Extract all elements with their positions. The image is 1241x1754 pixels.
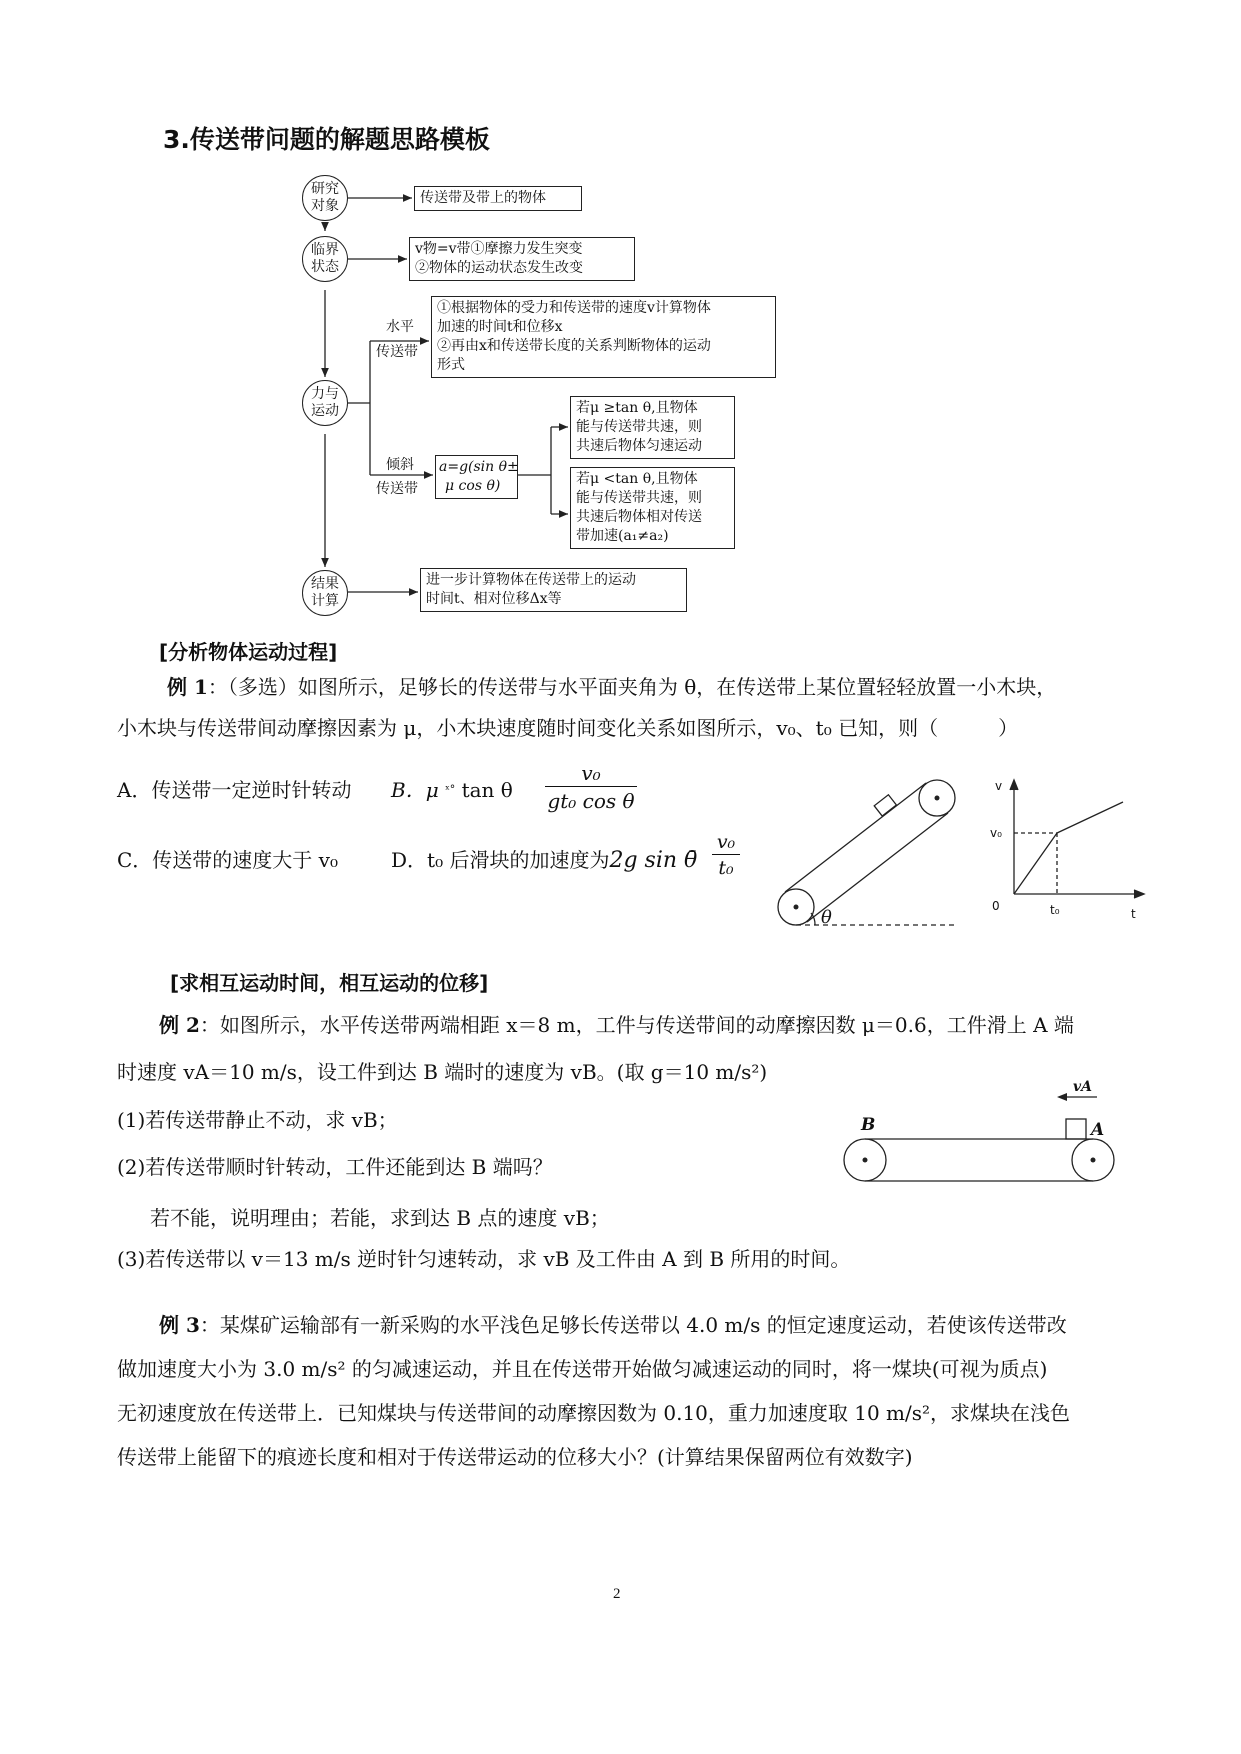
- node-research-object: 研究 对象: [302, 175, 348, 221]
- example2-q2b: 若不能，说明理由；若能，求到达 B 点的速度 vB；: [150, 1206, 610, 1230]
- heading-relative: [求相互运动时间，相互运动的位移]: [170, 971, 489, 995]
- box-result: 进一步计算物体在传送带上的运动 时间t、相对位移Δx等: [420, 568, 687, 612]
- theta-label: θ: [821, 907, 832, 928]
- example2-q1: (1)若传送带静止不动，求 vB；: [117, 1108, 398, 1132]
- option-b-fraction: v₀ gt₀ cos θ: [545, 760, 637, 815]
- end-a-label: A: [1091, 1120, 1105, 1140]
- node-result-calc: 结果 计算: [302, 570, 348, 616]
- label-horizontal-belt: 传送带: [376, 344, 418, 360]
- graph-line-phase2: [1057, 802, 1123, 833]
- end-b-label: B: [861, 1115, 876, 1135]
- label-incline: 倾斜: [386, 457, 414, 473]
- graph-t-label: t: [1131, 907, 1136, 921]
- flowchart: [0, 0, 1241, 620]
- box-case-less: 若μ <tan θ,且物体 能与传送带共速，则 共速后物体相对传送 带加速(a₁≠a₂): [570, 467, 735, 549]
- example1-line1: 例 1：（多选）如图所示，足够长的传送带与水平面夹角为 θ，在传送带上某位置轻轻放置一小木块，: [167, 675, 1057, 699]
- section-title: 3.传送带问题的解题思路模板: [163, 125, 490, 154]
- heading-analysis: [分析物体运动过程]: [159, 640, 338, 664]
- graph-line-phase1: [1014, 833, 1057, 894]
- graph-v0-label: v₀: [990, 826, 1002, 840]
- node-critical-state: 临界 状态: [302, 236, 348, 282]
- example3-line4: 传送带上能留下的痕迹长度和相对于传送带运动的位移大小？(计算结果保留两位有效数字): [117, 1445, 913, 1469]
- option-b: B．μ $^{ˣ^\circ}$ tan θ: [391, 778, 513, 802]
- option-a: A．传送带一定逆时针转动: [117, 778, 352, 802]
- horizontal-belt-figure: [835, 1075, 1125, 1185]
- option-c: C．传送带的速度大于 v₀: [117, 848, 338, 872]
- velocity-a-label: vA: [1073, 1079, 1092, 1095]
- example2-q3: (3)若传送带以 v＝13 m/s 逆时针匀速转动，求 vB 及工件由 A 到 B 所用的时间。: [117, 1247, 851, 1271]
- workpiece: [1066, 1119, 1086, 1139]
- page-number: 2: [613, 1586, 621, 1602]
- example2-q2: (2)若传送带顺时针转动，工件还能到达 B 端吗？: [117, 1155, 553, 1179]
- box-horizontal: ①根据物体的受力和传送带的速度v计算物体 加速的时间t和位移x ②再由x和传送带长度的关系判断物体的运动 形式: [431, 296, 776, 378]
- graph-v-label: v: [995, 779, 1003, 793]
- example3-line1: 例 3：某煤矿运输部有一新采购的水平浅色足够长传送带以 4.0 m/s 的恒定速度运动，若使该传送带改: [159, 1313, 1067, 1337]
- option-d-fraction: v₀ t₀: [712, 830, 740, 881]
- label-horizontal: 水平: [386, 319, 414, 335]
- node-force-motion: 力与 运动: [302, 380, 348, 426]
- box-critical: v物=v带①摩擦力发生突变 ②物体的运动状态发生改变: [409, 237, 635, 281]
- velocity-time-graph: [980, 770, 1150, 930]
- wood-block: [874, 795, 896, 816]
- example2-line2: 时速度 vA＝10 m/s，设工件到达 B 端时的速度为 vB。(取 g＝10 m/s²): [117, 1060, 768, 1084]
- box-case-equal: 若μ ≥tan θ,且物体 能与传送带共速，则 共速后物体匀速运动: [570, 396, 735, 459]
- box-object: 传送带及带上的物体: [414, 186, 582, 211]
- example1-line2: 小木块与传送带间动摩擦因素为 μ，小木块速度随时间变化关系如图所示，v₀、t₀ 已知，则（ ）: [117, 716, 1019, 740]
- graph-t0-label: t₀: [1050, 903, 1060, 917]
- example3-line2: 做加速度大小为 3.0 m/s² 的匀减速运动，并且在传送带开始做匀减速运动的同时，将一煤块(可视为质点): [117, 1357, 1048, 1381]
- box-acceleration: a=g(sin θ± μ cos θ): [435, 455, 518, 499]
- label-incline-belt: 传送带: [376, 481, 418, 497]
- option-d: D．t₀ 后滑块的加速度为2g sin θ̄: [391, 848, 698, 873]
- example3-line3: 无初速度放在传送带上．已知煤块与传送带间的动摩擦因数为 0.10，重力加速度取 10 m/s²，求煤块在浅色: [117, 1401, 1071, 1425]
- graph-origin-label: 0: [992, 899, 1000, 913]
- example2-line1: 例 2：如图所示，水平传送带两端相距 x＝8 m，工件与传送带间的动摩擦因数 μ＝0.6，工件滑上 A 端: [159, 1013, 1074, 1037]
- inclined-belt-figure: [775, 770, 965, 930]
